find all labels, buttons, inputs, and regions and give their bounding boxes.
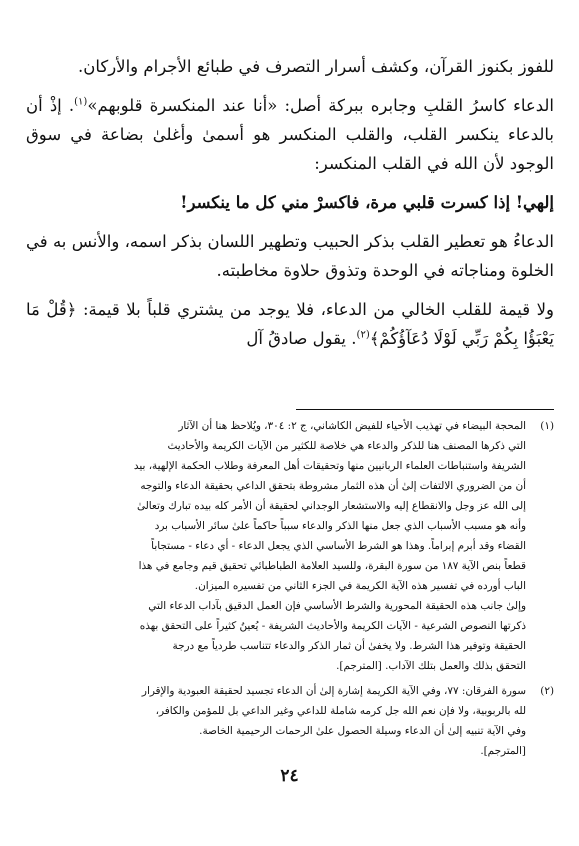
paragraph-5-start: ولا قيمة للقلب الخالي من الدعاء، فلا يوجد من يشتري قلباً بلا قيمة: ﴿قُلْ مَا يَعْبَؤُا بِكُمْ رَبِّي لَوْلَا دُعَآؤُكُمْ﴾	[26, 300, 554, 348]
paragraph-5-end: . يقول صادقُ آل	[246, 329, 357, 348]
paragraph-3: إلهي! إذا كسرت قلبي مرة، فاكسرْ مني كل ما ينكسر!	[180, 193, 554, 212]
footnote-1-number: (١)	[540, 420, 554, 432]
footnote-line: ذكرتها النصوص الشرعية - الآيات الكريمة والأحاديث الشريفة - يُعينُ كثيراً على التحقق بهذه	[139, 620, 526, 632]
footnote-line: التحقق بذلك والعمل بتلك الآداب. [المترجم].	[336, 660, 526, 672]
footnote-line: وأنه هو مسبب الأسباب الذي جعل منها الذكر والدعاء سبباً حاكماً علىٰ سائر الأسباب برد	[154, 520, 526, 532]
footnotes	[26, 416, 554, 766]
footnote-line: المحجة البيضاء في تهذيب الأحياء للفيض الكاشاني، ج ٢: ٣٠٤، ويُلاحظ هنا أن الآثار	[178, 420, 526, 432]
footnote-2-text	[26, 681, 526, 761]
paragraph-5	[26, 295, 554, 353]
footnote-line: الشريفة واستنباطات العلماء الربانيين منها وتحقيقات أهل المعرفة وطلاب الحكمة الإلهية، بيد	[133, 460, 526, 472]
footnote-line: القضاء وقد أبرم إبراماً. وهذا هو الشرط الأساسي الذي يجعل الدعاء - أي دعاء - مستجاباً	[151, 540, 526, 552]
paragraph-2	[26, 91, 554, 178]
footnote-line: سورة الفرقان: ٧٧، وفي الآية الكريمة إشارة إلىٰ أن الدعاء تجسيد لحقيقة العبودية والإقرار	[141, 685, 526, 697]
footnote-separator	[296, 409, 554, 410]
main-text	[26, 52, 554, 363]
footnote-line: إلى الله عز وجل والانقطاع إليه والاستشعار الوجداني لحقيقة أن الأمر كله بيده تبارك وتعالىٰ	[136, 500, 526, 512]
footnote-2-number: (٢)	[540, 685, 554, 697]
footnote-line: الباب أورده في تفسير هذه الآية الكريمة في الجزء الثاني من تفسيره الميزان.	[194, 580, 526, 592]
footnote-line: وفي الآية تنبيه إلىٰ أن الدعاء وسيلة الحصول علىٰ الرحمات الرحيمية الخاصة.	[199, 725, 526, 737]
footnote-ref-1[interactable]: (١)	[74, 96, 88, 108]
footnote-ref-2[interactable]: (٢)	[356, 329, 370, 341]
footnote-line: [المترجم].	[480, 745, 526, 757]
page-number: ٢٤	[280, 766, 299, 786]
footnote-line: الحقيقة وتوفير هذا الشرط. ولا يخفىٰ أن ثمار الذكر والدعاء تتناسب طردياً مع درجة	[172, 640, 526, 652]
footnote-2	[26, 681, 554, 761]
footnote-line: قطعاً بنص الآية ١٨٧ من سورة البقرة، وللسيد العلامة الطباطبائي تحقيق قيم وجامع في هذا	[138, 560, 526, 572]
footnote-1-text	[26, 416, 526, 676]
paragraph-1: للفوز بكنوز القرآن، وكشف أسرار التصرف في طبائع الأجرام والأركان.	[77, 57, 554, 76]
paragraph-4: الدعاءُ هو تعطير القلب بذكر الحبيب وتطهير اللسان بذكر اسمه، والأنس به في الخلوة ومناجاته في الوحدة وتذوق حلاوة مخاطبته.	[26, 232, 554, 280]
footnote-1	[26, 416, 554, 676]
paragraph-2-end: . إذْ أن بالدعاء ينكسر القلب، والقلب المنكسر هو أسمىٰ وأغلىٰ بضاعة في سوق الوجود لأن الله في القلب المنكسر:	[26, 96, 554, 173]
paragraph-2-start: الدعاء كاسرُ القلبِ وجابره ببركة أصل: «أنا عند المنكسرة قلوبهم»	[87, 96, 555, 115]
footnote-line: لله بالربوبية، ولا فإن نعم الله جل كرمه شاملة للداعي وغير الداعي بل للمؤمن والكافر،	[155, 705, 526, 717]
footnote-line: وإلىٰ جانب هذه الحقيقة المحورية والشرط الأساسي فإن العمل الدقيق بآداب الدعاء التي	[148, 600, 526, 612]
footnote-line: التي ذكرها المصنف هنا للذكر والدعاء هي خلاصة للكثير من الآيات الكريمة والأحاديث	[167, 440, 526, 452]
footnote-line: أن من الضروري الالتفات إلىٰ أن هذه الثمار مشروطة بتحقق الداعي بحقيقة الدعاء والتوجه	[140, 480, 526, 492]
